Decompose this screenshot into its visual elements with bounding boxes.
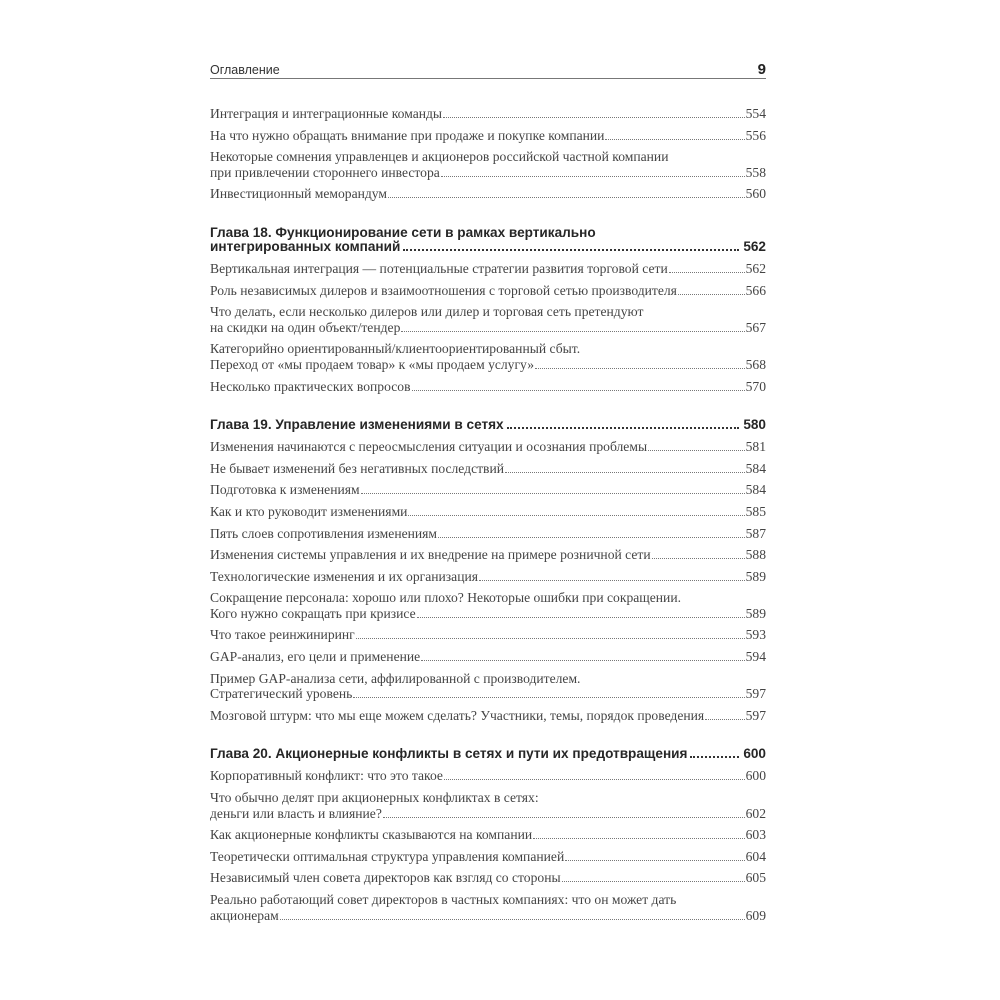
leader-dots: [443, 117, 745, 118]
entry-last-line: [210, 806, 766, 822]
entry-page-number: 588: [745, 547, 766, 563]
entry-title-line: Стратегический уровень: [210, 686, 353, 702]
toc-entry[interactable]: [210, 547, 766, 563]
leader-dots: [444, 779, 745, 780]
entry-title-line: На что нужно обращать внимание при продаже и покупке компании: [210, 127, 605, 143]
leader-dots: [562, 881, 745, 882]
leader-dots: [356, 638, 745, 639]
leader-dots: [565, 860, 744, 861]
entry-title-line: деньги или власть и влияние?: [210, 805, 382, 821]
toc-section: [210, 106, 766, 202]
entry-title-line: Пять слоев сопротивления изменениям: [210, 525, 438, 541]
entry-title-line: Мозговой штурм: что мы еще можем сделать? Участники, темы, порядок проведения: [210, 707, 705, 723]
leader-dots: [479, 580, 745, 581]
toc-entry[interactable]: [210, 590, 766, 621]
entry-title-line: Несколько практических вопросов: [210, 378, 411, 394]
entry-title-line: Переход от «мы продаем товар» к «мы продаем услугу»: [210, 356, 534, 372]
entry-page-number: 597: [745, 707, 766, 723]
entry-last-line: [210, 418, 766, 432]
page-number: 9: [757, 61, 766, 78]
entry-last-line: [210, 606, 766, 622]
entry-title-line: GAP-анализ, его цели и применение: [210, 649, 421, 665]
entry-title-line: Изменения начинаются с переосмысления ситуации и осознания проблемы: [210, 439, 648, 455]
entry-last-line: [210, 547, 766, 563]
leader-dots: [535, 368, 745, 369]
toc-entry[interactable]: [210, 186, 766, 202]
entry-title-line: на скидки на один объект/тендер: [210, 319, 401, 335]
leader-dots: [507, 427, 740, 429]
entry-last-line: [210, 439, 766, 455]
entry-title-line: Глава 18. Функционирование сети в рамках вертикально: [210, 224, 596, 240]
entry-page-number: 560: [745, 186, 766, 202]
toc-entry[interactable]: [210, 649, 766, 665]
entry-page-number: 584: [745, 460, 766, 476]
toc-entry[interactable]: [210, 526, 766, 542]
toc-entry[interactable]: [210, 708, 766, 724]
entry-title-line: Глава 19. Управление изменениями в сетях: [210, 417, 504, 433]
leader-dots: [403, 249, 739, 251]
leader-dots: [383, 817, 745, 818]
entry-page-number: 589: [745, 605, 766, 621]
running-header: [210, 61, 766, 79]
leader-dots: [652, 558, 745, 559]
toc-entry[interactable]: [210, 849, 766, 865]
entry-title-line: Что обычно делят при акционерных конфликтах в сетях:: [210, 790, 539, 806]
entry-title-line: Реально работающий совет директоров в частных компаниях: что он может дать: [210, 892, 677, 907]
chapter-heading[interactable]: [210, 418, 766, 432]
entry-last-line: [210, 461, 766, 477]
toc-entry[interactable]: [210, 569, 766, 585]
leader-dots: [408, 515, 744, 516]
leader-dots: [533, 838, 744, 839]
entry-page-number: 556: [745, 127, 766, 143]
toc-section: [210, 747, 766, 923]
leader-dots: [441, 176, 745, 177]
entry-last-line: [210, 261, 766, 277]
entry-page-number: 554: [745, 106, 766, 121]
leader-dots: [412, 390, 745, 391]
entry-title-line: Независимый член совета директоров как взгляд со стороны: [210, 870, 561, 886]
entry-title-line: Теоретически оптимальная структура управления компанией: [210, 848, 565, 864]
entry-page-number: 558: [745, 164, 766, 180]
chapter-heading[interactable]: [210, 226, 766, 254]
leader-dots: [669, 272, 745, 273]
entry-page-number: 597: [745, 686, 766, 702]
entry-last-line: [210, 849, 766, 865]
entry-page-number: 604: [745, 848, 766, 864]
entry-title-line: акционерам: [210, 907, 279, 923]
entry-page-number: 589: [745, 568, 766, 584]
toc-entry[interactable]: [210, 870, 766, 886]
entry-last-line: [210, 708, 766, 724]
leader-dots: [648, 450, 745, 451]
entry-title-line: интегрированных компаний: [210, 238, 401, 254]
entry-page-number: 562: [743, 238, 766, 254]
entry-page-number: 587: [745, 525, 766, 541]
entry-page-number: 562: [745, 260, 766, 276]
toc-entry[interactable]: [210, 283, 766, 299]
entry-page-number: 568: [745, 356, 766, 372]
leader-dots: [678, 294, 745, 295]
toc-entry[interactable]: [210, 128, 766, 144]
entry-title-line: Роль независимых дилеров и взаимоотношения с торговой сетью производителя: [210, 282, 677, 298]
entry-title-line: Технологические изменения и их организация: [210, 568, 479, 584]
toc-entry[interactable]: [210, 892, 766, 923]
running-header-title: Оглавление: [210, 63, 280, 77]
entry-page-number: 600: [745, 768, 766, 784]
entry-title-line: Вертикальная интеграция — потенциальные стратегии развития торговой сети: [210, 260, 668, 276]
leader-dots: [361, 493, 745, 494]
toc-entry[interactable]: [210, 261, 766, 277]
leader-dots: [417, 617, 745, 618]
entry-title-line: Некоторые сомнения управленцев и акционеров российской частной компании: [210, 149, 669, 165]
leader-dots: [438, 537, 745, 538]
leader-dots: [690, 756, 739, 758]
toc-entry[interactable]: [210, 304, 766, 335]
entry-page-number: 584: [745, 482, 766, 498]
leader-dots: [505, 472, 745, 473]
entry-last-line: [210, 240, 766, 254]
toc-entry[interactable]: [210, 790, 766, 821]
entry-last-line: [210, 627, 766, 643]
leader-dots: [280, 919, 745, 920]
toc-entry[interactable]: [210, 768, 766, 784]
entry-page-number: 600: [743, 746, 766, 762]
toc-section: [210, 418, 766, 723]
entry-title-line: Глава 20. Акционерные конфликты в сетях и пути их предотвращения: [210, 746, 688, 762]
entry-title-line: Не бывает изменений без негативных последствий: [210, 460, 505, 476]
entry-page-number: 566: [745, 282, 766, 298]
entry-last-line: [210, 827, 766, 843]
leader-dots: [388, 197, 745, 198]
chapter-heading[interactable]: [210, 747, 766, 761]
entry-last-line: [210, 870, 766, 886]
entry-page-number: 594: [745, 649, 766, 665]
toc-entry[interactable]: [210, 827, 766, 843]
entry-last-line: [210, 165, 766, 181]
toc-entry[interactable]: [210, 671, 766, 702]
entry-title-line: Изменения системы управления и их внедрение на примере розничной сети: [210, 547, 651, 563]
entry-page-number: 570: [745, 378, 766, 394]
entry-title-line: Сокращение персонала: хорошо или плохо? Некоторые ошибки при сокращении.: [210, 590, 681, 606]
entry-last-line: [210, 320, 766, 336]
entry-page-number: 581: [745, 439, 766, 455]
toc-entry[interactable]: [210, 106, 766, 122]
toc-entry[interactable]: [210, 482, 766, 498]
toc-entry[interactable]: [210, 504, 766, 520]
entry-title-line: при привлечении стороннего инвестора: [210, 164, 440, 180]
entry-last-line: [210, 186, 766, 202]
entry-last-line: [210, 569, 766, 585]
entry-last-line: [210, 504, 766, 520]
entry-title-line: Что такое реинжиниринг: [210, 627, 355, 643]
entry-last-line: [210, 379, 766, 395]
entry-title-line: Корпоративный конфликт: что это такое: [210, 768, 443, 784]
entry-last-line: [210, 283, 766, 299]
toc-entry[interactable]: [210, 149, 766, 180]
entry-title-line: Категорийно ориентированный/клиентоориентированный сбыт.: [210, 341, 581, 357]
toc-entry[interactable]: [210, 439, 766, 455]
entry-last-line: [210, 686, 766, 702]
entry-page-number: 603: [745, 827, 766, 843]
entry-last-line: [210, 357, 766, 373]
entry-page-number: 605: [745, 870, 766, 886]
table-of-contents: [210, 106, 766, 929]
entry-page-number: 602: [745, 805, 766, 821]
leader-dots: [705, 719, 744, 720]
toc-entry[interactable]: [210, 379, 766, 395]
entry-title-line: Подготовка к изменениям: [210, 482, 360, 498]
entry-page-number: 567: [745, 319, 766, 335]
entry-last-line: [210, 908, 766, 924]
entry-page-number: 609: [745, 907, 766, 923]
toc-entry[interactable]: [210, 627, 766, 643]
leader-dots: [353, 697, 744, 698]
entry-last-line: [210, 747, 766, 761]
entry-title-line: Как и кто руководит изменениями: [210, 503, 408, 519]
entry-last-line: [210, 106, 766, 122]
entry-title-line: Что делать, если несколько дилеров или дилер и торговая сеть претендуют: [210, 304, 644, 320]
entry-title-line: Пример GAP-анализа сети, аффилированной с производителем.: [210, 670, 581, 686]
entry-title-line: Интеграция и интеграционные команды: [210, 106, 443, 121]
leader-dots: [421, 660, 744, 661]
entry-title-line: Кого нужно сокращать при кризисе: [210, 605, 416, 621]
leader-dots: [605, 139, 744, 140]
entry-last-line: [210, 649, 766, 665]
entry-title-line: Как акционерные конфликты сказываются на компании: [210, 827, 533, 843]
entry-page-number: 585: [745, 503, 766, 519]
entry-last-line: [210, 768, 766, 784]
entry-page-number: 580: [743, 417, 766, 433]
toc-entry[interactable]: [210, 461, 766, 477]
entry-page-number: 593: [745, 627, 766, 643]
entry-last-line: [210, 128, 766, 144]
entry-last-line: [210, 482, 766, 498]
leader-dots: [401, 331, 744, 332]
toc-entry[interactable]: [210, 341, 766, 372]
entry-last-line: [210, 526, 766, 542]
entry-title-line: Инвестиционный меморандум: [210, 186, 388, 202]
toc-section: [210, 226, 766, 394]
